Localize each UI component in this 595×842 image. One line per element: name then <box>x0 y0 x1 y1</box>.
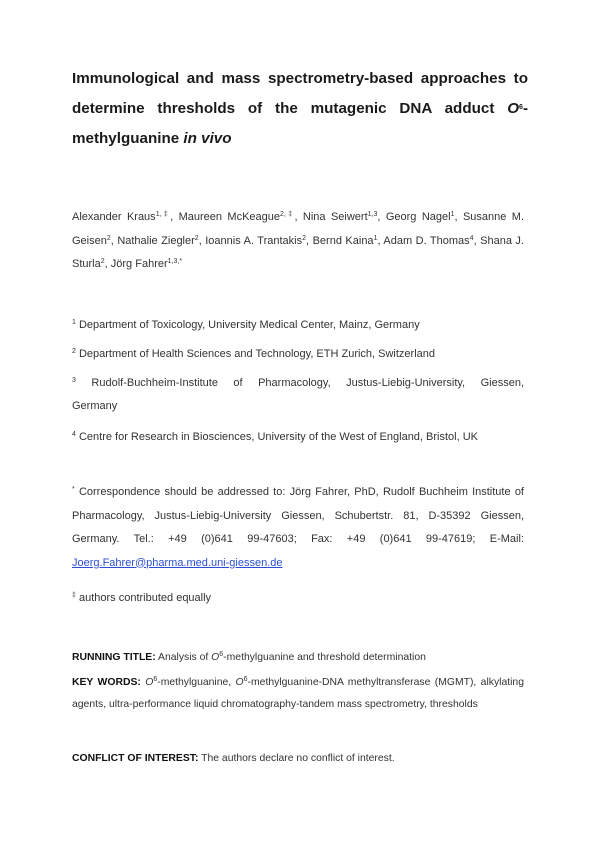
author-affiliation-sup: 4 <box>469 234 474 242</box>
running-title-label: RUNNING TITLE: <box>72 652 156 663</box>
author-affiliation-sup: 1,3 <box>367 211 378 218</box>
author-name: Shana J. Sturla <box>72 234 524 270</box>
email-link[interactable]: Joerg.Fahrer@pharma.med.uni-giessen.de <box>72 556 283 569</box>
conflict-text: The authors declare no conflict of interest. <box>201 753 395 764</box>
author-affiliation-sup: 2,‡ <box>280 211 295 218</box>
affiliation-number: 2 <box>72 348 76 355</box>
equal-contribution-note <box>72 592 211 604</box>
author-affiliation-sup: 1,‡ <box>155 211 171 218</box>
affiliation-4 <box>72 426 524 449</box>
author-name: Bernd Kaina <box>312 234 374 247</box>
paper-title <box>72 64 528 154</box>
author-name: Alexander Kraus <box>72 211 156 223</box>
correspondence-mark: * <box>72 486 75 493</box>
author-affiliation-sup: 1 <box>450 211 455 218</box>
running-title-text-2: -methylguanine and threshold determination <box>223 652 426 663</box>
author-affiliation-sup: 2 <box>302 234 307 242</box>
correspondence <box>72 481 524 575</box>
author-name: Nina Seiwert <box>302 211 368 223</box>
author <box>117 235 198 247</box>
keywords-sup-2: 6 <box>243 676 248 683</box>
author-affiliation-sup: 1,3,* <box>167 258 183 265</box>
running-title-o: O <box>211 652 220 663</box>
title-text-2: -methylguanine <box>72 100 528 147</box>
author <box>179 211 295 223</box>
affiliation-number: 3 <box>72 377 76 384</box>
keywords-text-2: -methylguanine-DNA methyltransferase (MGMT), alkylating agents, ultra-performance liquid chromatography-tandem mass spectrometry, thresholds <box>72 677 524 710</box>
conflict-label: CONFLICT OF INTEREST: <box>72 753 199 764</box>
author <box>111 258 182 270</box>
keywords-o-1: O <box>145 677 154 688</box>
correspondence-text: Correspondence should be addressed to: Jörg Fahrer, PhD, Rudolf Buchheim Institute of Pharmacology, Justus-Liebig-University Giessen, Schubertstr. 81, D-35392 Giessen, Germany. Tel.: +49 (0)641 99-47603; Fax: +49 (0)641 99-47619; E-Mail: <box>72 486 524 545</box>
affiliation-1 <box>72 314 524 337</box>
author <box>205 235 306 247</box>
running-title <box>72 647 524 669</box>
title-text: Immunological and mass spectrometry-based approaches to determine thresholds of the mutagenic DNA adduct <box>72 70 528 117</box>
keywords-sup-1: 6 <box>153 676 158 683</box>
keywords-label: KEY WORDS: <box>72 677 141 688</box>
author-name: Adam D. Thomas <box>383 234 470 247</box>
author <box>383 235 473 247</box>
affiliation-text: Rudolf-Buchheim-Institute of Pharmacology, Justus-Liebig-University, Giessen, Germany <box>72 377 524 412</box>
author-name: Nathalie Ziegler <box>117 234 195 247</box>
author-affiliation-sup: 2 <box>194 234 199 242</box>
keywords-text-1: -methylguanine, <box>157 677 236 688</box>
author-name: Ioannis A. Trantakis <box>205 234 303 247</box>
author-name: Jörg Fahrer <box>110 258 168 270</box>
affiliation-2 <box>72 343 524 366</box>
author <box>303 211 377 223</box>
affiliation-number: 4 <box>72 431 76 438</box>
title-superscript: 6 <box>519 104 523 111</box>
author <box>313 235 378 247</box>
author-name: Maureen McKeague <box>178 211 281 223</box>
author-list: Alexander Kraus$^{1,\ddagger}$, Maureen McKeague$^{2,\ddagger}$, Nina Seiwert$^{1,3}$, Georg Nagel$^1$, Susanne M. Geisen$^2$, Nathalie Ziegler$^2$, Ioannis A. Trantakis$^2$, Bernd Kaina$^1$, Adam D. Thomas$^4$, Shana J. Sturla$^2$, Jörg Fahrer$^{1,3,*}$ <box>72 211 525 270</box>
running-title-sup: 6 <box>219 651 224 658</box>
title-in-vivo: in vivo <box>183 130 232 147</box>
author <box>386 211 455 223</box>
affiliation-text: Centre for Research in Biosciences, University of the West of England, Bristol, UK <box>78 431 478 443</box>
equal-text: authors contributed equally <box>78 592 212 604</box>
running-title-text: Analysis of <box>158 652 212 663</box>
keywords <box>72 672 524 715</box>
author-name: Susanne M. Geisen <box>72 211 525 247</box>
affiliation-text: Department of Toxicology, University Medical Center, Mainz, Germany <box>78 319 420 331</box>
author-affiliation-sup: 2 <box>100 258 105 265</box>
equal-mark: ‡ <box>72 592 76 599</box>
affiliation-text: Department of Health Sciences and Technology, ETH Zurich, Switzerland <box>78 348 436 360</box>
author-name: Georg Nagel <box>385 211 451 223</box>
author-affiliation-sup: 1 <box>373 234 378 242</box>
conflict-of-interest <box>72 748 524 770</box>
affiliation-number: 1 <box>72 319 76 326</box>
author <box>72 211 170 223</box>
keywords-o-2: O <box>235 677 244 688</box>
title-o-italic: O <box>507 100 520 117</box>
affiliation-3 <box>72 372 524 418</box>
author-affiliation-sup: 2 <box>106 234 111 242</box>
